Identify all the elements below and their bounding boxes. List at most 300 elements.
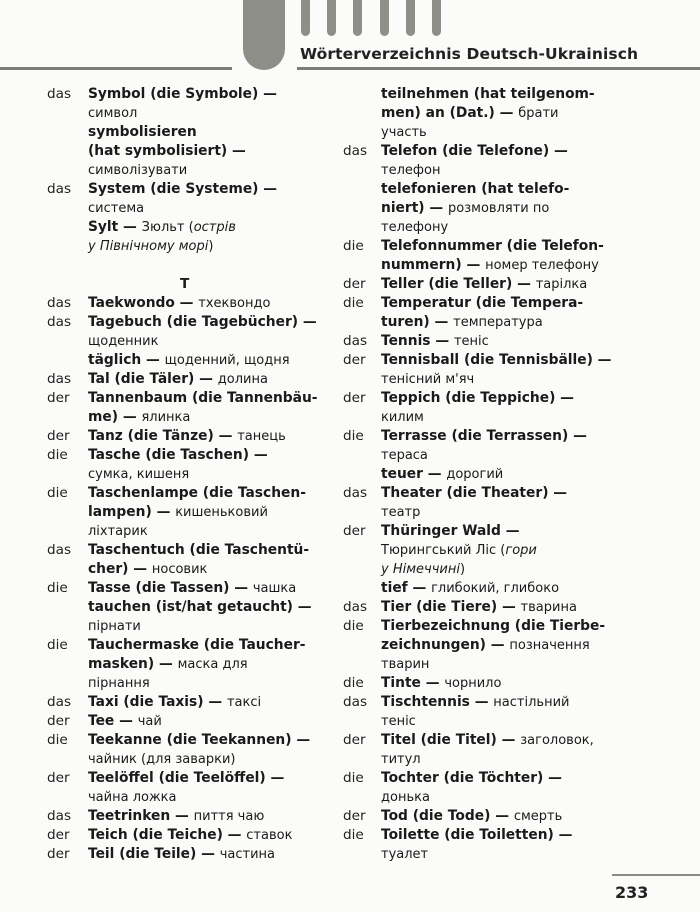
german-headword: turen) —	[381, 314, 454, 330]
german-headword: Toilette (die Toiletten) —	[381, 827, 573, 843]
entry-line	[47, 807, 337, 826]
ukrainian-translation: маска для	[177, 657, 248, 672]
entry-line	[47, 731, 337, 750]
dictionary-column-left	[47, 85, 337, 864]
entry-text	[88, 826, 292, 845]
article: das	[47, 295, 72, 311]
ukrainian-note: у Північному морі	[88, 239, 209, 254]
entry-line	[47, 370, 337, 389]
entry-text	[381, 826, 572, 845]
entry-line	[47, 617, 337, 636]
german-headword: Teelöffel (die Teelöffel) —	[88, 770, 285, 786]
entry-line	[343, 636, 643, 655]
entry-text	[88, 446, 268, 465]
german-headword: masken) —	[88, 656, 178, 672]
ukrainian-translation: чайна ложка	[88, 790, 177, 805]
german-headword: Taschenlampe (die Taschen-	[88, 485, 306, 501]
article: das	[47, 86, 72, 102]
entry-text	[88, 465, 189, 484]
ukrainian-translation: температура	[453, 315, 543, 330]
entry-line	[343, 161, 643, 180]
entry-text	[381, 332, 489, 351]
entry-line	[343, 370, 643, 389]
article: die	[47, 732, 68, 748]
ukrainian-translation: брати	[518, 106, 559, 121]
ukrainian-note: гори	[505, 543, 537, 558]
entry-line	[47, 85, 337, 104]
article: der	[47, 428, 70, 444]
ukrainian-translation: носовик	[151, 562, 208, 577]
entry-line	[343, 389, 643, 408]
entry-line	[47, 636, 337, 655]
ukrainian-translation: система	[88, 201, 145, 216]
entry-line	[343, 313, 643, 332]
article: die	[47, 447, 68, 463]
german-headword: täglich —	[88, 352, 165, 368]
entry-line	[343, 408, 643, 427]
entry-text	[381, 617, 605, 636]
german-headword: Tochter (die Töchter) —	[381, 770, 562, 786]
spacer	[47, 256, 337, 275]
article: das	[47, 181, 72, 197]
entry-text	[381, 503, 420, 522]
page-number: 233	[615, 883, 649, 902]
entry-line	[343, 712, 643, 731]
header-stripe	[301, 0, 310, 36]
entry-text	[381, 522, 520, 541]
header-rule	[297, 67, 700, 70]
entry-line	[47, 598, 337, 617]
article: die	[343, 675, 364, 691]
ukrainian-translation: теніс	[453, 334, 489, 349]
german-headword: Taxi (die Taxis) —	[88, 694, 227, 710]
ukrainian-translation: ставок	[246, 828, 293, 843]
article: das	[47, 694, 72, 710]
entry-line	[47, 427, 337, 446]
entry-text	[381, 750, 421, 769]
entry-text	[381, 237, 604, 256]
article: die	[343, 295, 364, 311]
german-headword: teilnehmen (hat teilgenom-	[381, 86, 595, 102]
german-headword: men) an (Dat.) —	[381, 105, 519, 121]
entry-text	[88, 579, 296, 598]
entry-text	[88, 750, 235, 769]
entry-text	[88, 332, 158, 351]
entry-text	[88, 218, 236, 237]
entry-text	[381, 161, 440, 180]
closing-paren: )	[208, 239, 214, 254]
entry-line	[343, 256, 643, 275]
entry-text	[88, 522, 148, 541]
entry-line	[47, 655, 337, 674]
entry-line	[343, 845, 643, 864]
entry-text	[381, 408, 424, 427]
entry-line	[47, 294, 337, 313]
entry-text	[88, 123, 197, 142]
german-headword: Telefonnummer (die Telefon-	[381, 238, 604, 254]
ukrainian-translation: пірнати	[88, 619, 141, 634]
entry-text	[88, 351, 290, 370]
german-headword: Tinte —	[381, 675, 445, 691]
ukrainian-translation: тераса	[381, 448, 428, 463]
entry-line	[47, 446, 337, 465]
entry-text	[381, 180, 569, 199]
german-headword: Tennisball (die Tennisbälle) —	[381, 352, 612, 368]
ukrainian-translation: тварин	[381, 657, 430, 672]
ukrainian-translation: щоденний, щодня	[164, 353, 290, 368]
header-stripe	[353, 0, 362, 36]
article: die	[47, 485, 68, 501]
entry-text	[381, 218, 448, 237]
ukrainian-translation: килим	[381, 410, 424, 425]
entry-text	[88, 142, 246, 161]
entry-text	[381, 294, 583, 313]
entry-line	[343, 693, 643, 712]
article: die	[343, 238, 364, 254]
entry-text	[381, 142, 568, 161]
entry-text	[88, 541, 309, 560]
entry-line	[343, 503, 643, 522]
entry-text	[381, 788, 430, 807]
entry-line	[47, 180, 337, 199]
ukrainian-translation: тварина	[520, 600, 577, 615]
ukrainian-translation: щоденник	[88, 334, 159, 349]
ukrainian-translation: символ	[88, 106, 138, 121]
entry-line	[343, 199, 643, 218]
entry-text	[381, 256, 599, 275]
entry-line	[343, 180, 643, 199]
ukrainian-translation: позначення	[509, 638, 590, 653]
german-headword: Titel (die Titel) —	[381, 732, 521, 748]
german-headword: Tannenbaum (die Tannenbäu-	[88, 390, 318, 406]
entry-line	[47, 826, 337, 845]
entry-text	[88, 199, 144, 218]
entry-line	[343, 142, 643, 161]
entry-text	[88, 769, 284, 788]
german-headword: Tennis —	[381, 333, 454, 349]
entry-line	[343, 579, 643, 598]
entry-line	[47, 769, 337, 788]
entry-text	[381, 104, 558, 123]
ukrainian-translation: тенісний м'яч	[381, 372, 475, 387]
entry-line	[47, 161, 337, 180]
article: der	[47, 846, 70, 862]
article: der	[343, 390, 366, 406]
dictionary-column-right	[343, 85, 643, 864]
entry-line	[343, 427, 643, 446]
german-headword: Tier (die Tiere) —	[381, 599, 521, 615]
entry-text	[381, 446, 428, 465]
entry-text	[381, 712, 416, 731]
entry-line	[343, 826, 643, 845]
entry-text	[88, 674, 150, 693]
article: der	[343, 732, 366, 748]
entry-text	[381, 313, 543, 332]
closing-paren: )	[459, 562, 466, 577]
ukrainian-translation: участь	[381, 125, 427, 140]
ukrainian-translation: телефону	[381, 220, 449, 235]
german-headword: Tasse (die Tassen) —	[88, 580, 253, 596]
entry-line	[47, 199, 337, 218]
entry-line	[343, 788, 643, 807]
article: das	[47, 371, 72, 387]
entry-line	[47, 408, 337, 427]
ukrainian-translation: телефон	[381, 163, 441, 178]
german-headword: Theater (die Theater) —	[381, 485, 568, 501]
entry-line	[47, 351, 337, 370]
entry-line	[47, 541, 337, 560]
entry-text	[88, 845, 275, 864]
article: der	[343, 276, 366, 292]
entry-text	[88, 180, 277, 199]
entry-text	[381, 598, 577, 617]
entry-text	[381, 769, 562, 788]
entry-text	[88, 484, 306, 503]
ukrainian-translation: Тюрингський Ліс (	[381, 543, 506, 558]
ukrainian-translation: дорогий	[446, 467, 504, 482]
entry-text	[381, 845, 428, 864]
german-headword: (hat symbolisiert) —	[88, 143, 246, 159]
german-headword: Teetrinken —	[88, 808, 194, 824]
entry-text	[381, 731, 594, 750]
german-headword: tief —	[381, 580, 432, 596]
article: das	[343, 333, 368, 349]
entry-line	[47, 674, 337, 693]
entry-text	[88, 104, 137, 123]
german-headword: lampen) —	[88, 504, 176, 520]
entry-text	[88, 313, 317, 332]
entry-line	[47, 465, 337, 484]
entry-text	[381, 275, 587, 294]
german-headword: Teich (die Teiche) —	[88, 827, 247, 843]
german-headword: Teppich (die Teppiche) —	[381, 390, 574, 406]
article: der	[343, 808, 366, 824]
german-headword: tauchen (ist/hat getaucht) —	[88, 599, 312, 615]
header-stripe	[432, 0, 441, 36]
german-headword: Symbol (die Symbole) —	[88, 86, 277, 102]
entry-line	[343, 123, 643, 142]
german-headword: Taschentuch (die Taschentü-	[88, 542, 310, 558]
german-headword: niert) —	[381, 200, 449, 216]
article: das	[343, 599, 368, 615]
header-tab-bar	[243, 0, 285, 70]
entry-line	[47, 750, 337, 769]
header-stripe	[380, 0, 389, 36]
entry-text	[88, 408, 190, 427]
entry-text	[381, 560, 465, 579]
ukrainian-translation: пірнання	[88, 676, 150, 691]
ukrainian-translation: чашка	[252, 581, 297, 596]
entry-line	[47, 484, 337, 503]
article: die	[343, 618, 364, 634]
ukrainian-translation: чайник (для заварки)	[88, 752, 236, 767]
ukrainian-translation: титул	[381, 752, 421, 767]
ukrainian-translation: Зюльт (	[141, 220, 194, 235]
entry-text	[381, 484, 567, 503]
entry-line	[47, 389, 337, 408]
german-headword: Tauchermaske (die Taucher-	[88, 637, 306, 653]
entry-line	[343, 598, 643, 617]
entry-text	[88, 237, 213, 256]
entry-text	[381, 655, 429, 674]
letter-heading: T	[180, 276, 190, 292]
ukrainian-translation: настільний	[493, 695, 570, 710]
german-headword: System (die Systeme) —	[88, 181, 278, 197]
article: das	[343, 694, 368, 710]
ukrainian-translation: тхеквондо	[198, 296, 271, 311]
entry-line	[47, 712, 337, 731]
entry-text	[381, 674, 501, 693]
article: die	[47, 637, 68, 653]
entry-line	[47, 503, 337, 522]
entry-line	[343, 332, 643, 351]
article: das	[47, 314, 72, 330]
entry-line	[343, 731, 643, 750]
entry-text	[381, 351, 611, 370]
entry-line	[47, 123, 337, 142]
german-headword: Temperatur (die Tempera-	[381, 295, 584, 311]
ukrainian-translation: таксі	[226, 695, 262, 710]
entry-line	[47, 560, 337, 579]
entry-line	[47, 845, 337, 864]
entry-line	[343, 769, 643, 788]
entry-text	[88, 712, 162, 731]
ukrainian-translation: чай	[137, 714, 162, 729]
german-headword: Tod (die Tode) —	[381, 808, 514, 824]
entry-text	[381, 541, 537, 560]
entry-line	[47, 332, 337, 351]
entry-text	[88, 693, 261, 712]
entry-text	[88, 389, 318, 408]
german-headword: Tagebuch (die Tagebücher) —	[88, 314, 317, 330]
entry-line	[343, 617, 643, 636]
ukrainian-translation: театр	[381, 505, 421, 520]
german-headword: Tasche (die Taschen) —	[88, 447, 268, 463]
header-stripe	[327, 0, 336, 36]
entry-text	[88, 655, 248, 674]
entry-text	[381, 123, 427, 142]
article: das	[47, 542, 72, 558]
ukrainian-translation: донька	[381, 790, 430, 805]
entry-text	[381, 199, 549, 218]
entry-text	[88, 598, 312, 617]
ukrainian-translation: тарілка	[535, 277, 588, 292]
entry-text	[381, 807, 562, 826]
header-stripe	[406, 0, 415, 36]
article: das	[343, 485, 368, 501]
entry-line	[47, 788, 337, 807]
entry-line	[47, 218, 337, 237]
article: der	[343, 352, 366, 368]
ukrainian-translation: танець	[237, 429, 286, 444]
german-headword: Tanz (die Tänze) —	[88, 428, 238, 444]
german-headword: Telefon (die Telefone) —	[381, 143, 568, 159]
entry-text	[88, 560, 207, 579]
entry-text	[88, 617, 141, 636]
entry-line	[343, 85, 643, 104]
entry-line	[343, 541, 643, 560]
ukrainian-translation: заголовок,	[520, 733, 594, 748]
entry-text	[88, 161, 187, 180]
ukrainian-translation: туалет	[381, 847, 429, 862]
article: der	[47, 713, 70, 729]
article: die	[47, 580, 68, 596]
ukrainian-translation: ялинка	[141, 410, 191, 425]
german-headword: cher) —	[88, 561, 152, 577]
entry-line	[343, 807, 643, 826]
german-headword: Tierbezeichnung (die Tierbe-	[381, 618, 606, 634]
entry-line	[343, 104, 643, 123]
entry-line	[343, 218, 643, 237]
entry-text	[88, 731, 310, 750]
entry-line	[343, 275, 643, 294]
entry-line	[343, 522, 643, 541]
entry-line	[343, 655, 643, 674]
entry-line	[47, 313, 337, 332]
article: das	[47, 808, 72, 824]
entry-line	[343, 674, 643, 693]
entry-text	[88, 427, 286, 446]
article: das	[343, 143, 368, 159]
ukrainian-translation: долина	[217, 372, 268, 387]
entry-line	[343, 750, 643, 769]
entry-text	[381, 465, 503, 484]
article: die	[343, 428, 364, 444]
entry-text	[381, 85, 595, 104]
footer-rule	[612, 874, 700, 876]
entry-text	[88, 788, 177, 807]
entry-text	[88, 85, 277, 104]
ukrainian-translation: глибокий, глибоко	[431, 581, 560, 596]
german-headword: telefonieren (hat telefo-	[381, 181, 570, 197]
german-headword: teuer —	[381, 466, 447, 482]
ukrainian-translation: пиття чаю	[193, 809, 265, 824]
entry-line	[47, 522, 337, 541]
entry-line	[343, 465, 643, 484]
german-headword: Taekwondo —	[88, 295, 199, 311]
article: der	[47, 390, 70, 406]
entry-text	[381, 370, 474, 389]
entry-line	[343, 351, 643, 370]
entry-text	[381, 636, 590, 655]
entry-text	[88, 370, 268, 389]
entry-text	[88, 636, 306, 655]
german-headword: Terrasse (die Terrassen) —	[381, 428, 587, 444]
german-headword: me) —	[88, 409, 142, 425]
article: der	[47, 770, 70, 786]
ukrainian-translation: розмовляти по	[448, 201, 550, 216]
entry-line	[343, 446, 643, 465]
ukrainian-translation: ліхтарик	[88, 524, 148, 539]
entry-text	[381, 579, 559, 598]
german-headword: zeichnungen) —	[381, 637, 510, 653]
entry-text	[88, 503, 268, 522]
german-headword: nummern) —	[381, 257, 486, 273]
article: die	[343, 770, 364, 786]
header-rule	[0, 67, 232, 70]
entry-line	[47, 693, 337, 712]
german-headword: Sylt —	[88, 219, 142, 235]
entry-line	[343, 484, 643, 503]
entry-text	[381, 693, 569, 712]
entry-line	[343, 294, 643, 313]
entry-text	[381, 389, 574, 408]
entry-line	[343, 560, 643, 579]
german-headword: Teller (die Teller) —	[381, 276, 536, 292]
ukrainian-translation: номер телефону	[485, 258, 599, 273]
article: die	[343, 827, 364, 843]
ukrainian-translation: теніс	[381, 714, 416, 729]
